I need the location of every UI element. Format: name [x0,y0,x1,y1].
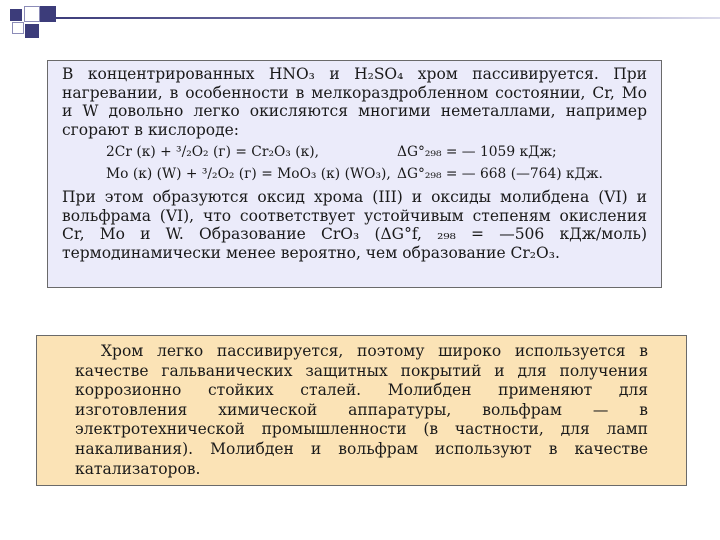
equation-reaction: Mo (к) (W) + ³/₂O₂ (г) = MoO₃ (к) (WO₃), [106,166,391,182]
corner-square-decoration [12,22,24,34]
corner-square-decoration [40,6,56,22]
corner-square-decoration [24,6,40,22]
header-rule [52,17,720,19]
oxidation-text-panel [47,60,662,288]
corner-square-decoration [10,9,22,21]
corner-square-decoration [25,24,39,38]
equation-mo-oxidation [62,163,647,185]
intro-paragraph: В концентрированных HNO₃ и H₂SO₄ хром пассивируется. При нагревании, в особенности в мелкораздробленном состоянии, Cr, Mo и W довольно легко окисляются многими неметаллами, например сгорают в кислороде: [62,65,647,139]
equation-reaction: 2Cr (к) + ³/₂O₂ (г) = Cr₂O₃ (к), [106,144,319,160]
applications-paragraph: Хром легко пассивируется, поэтому широко используется в качестве гальванических защитных покрытий и для получения коррозионно стойких сталей. Молибден применяют для изготовления химической аппаратуры, вольфрам — в электротехнической промышленности (в частности, для ламп накаливания). Молибден и вольфрам используют в качестве катализаторов. [75,342,648,478]
equation-energy: ΔG°₂₉₈ = — 668 (—764) кДж. [397,166,603,182]
equation-energy: ΔG°₂₉₈ = — 1059 кДж; [397,144,557,160]
conclusion-paragraph: При этом образуются оксид хрома (III) и оксиды молибдена (VI) и вольфрама (VI), что соответствует устойчивым степеням окисления Cr, Mo и W. Образование CrO₃ (ΔG°f, ₂₉₈ = —506 кДж/моль) термодинамически менее вероятно, чем образование Cr₂O₃. [62,188,647,262]
equation-cr-oxidation [62,141,647,163]
applications-text-panel [36,335,687,486]
